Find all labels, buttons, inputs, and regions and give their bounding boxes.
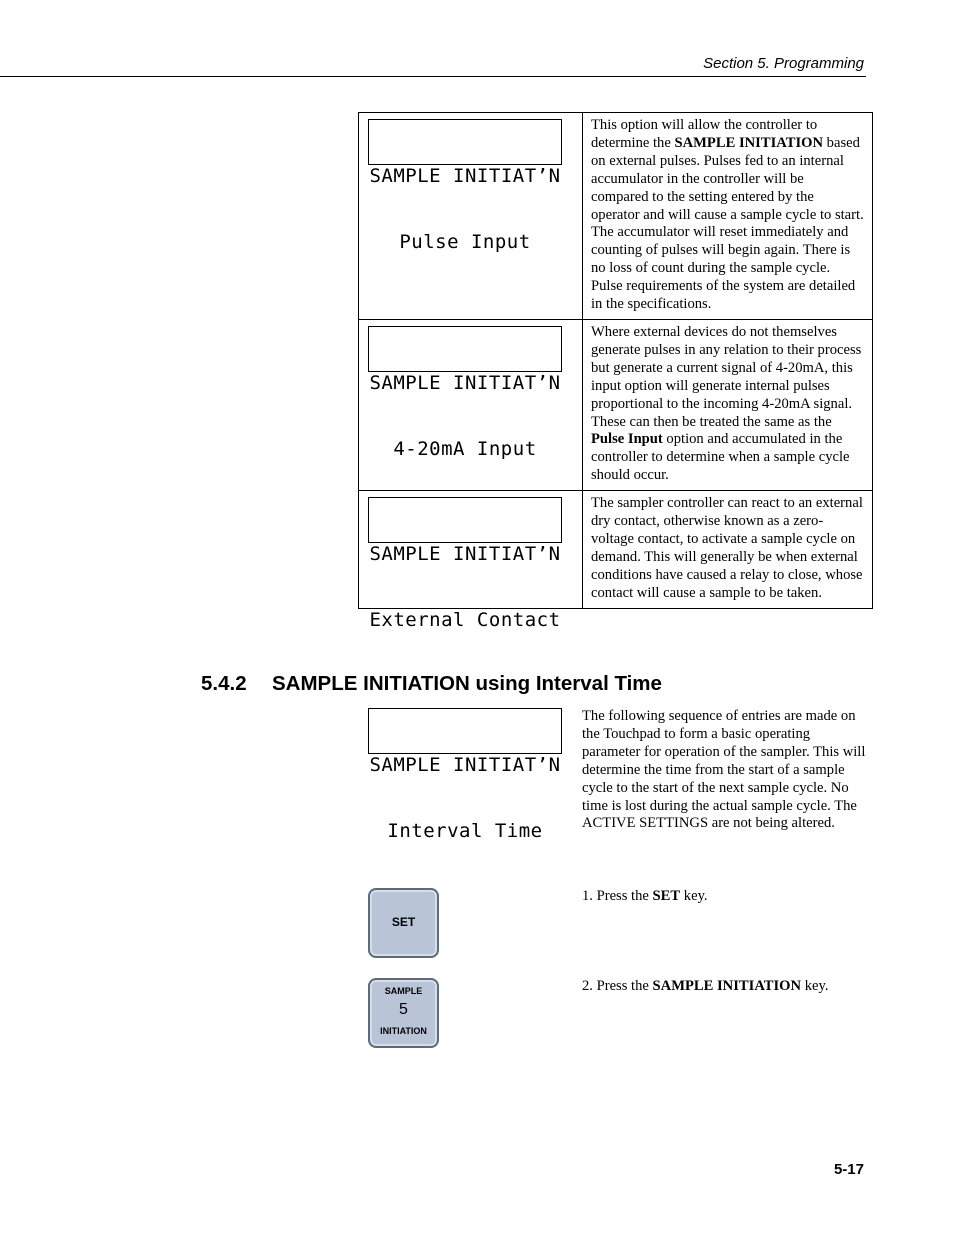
running-header: Section 5. Programming [703,55,864,72]
lcd-line-2: Interval Time [387,820,543,842]
set-key-button[interactable] [368,888,439,958]
lcd-line-1: SAMPLE INITIAT’N [369,165,561,187]
page-number: 5-17 [833,1161,864,1178]
lcd-display-interval-time [368,708,562,842]
lcd-line-1: SAMPLE INITIAT’N [369,754,561,776]
lcd-line-1: SAMPLE INITIAT’N [369,371,561,394]
option-description: Where external devices do not themselves generate pulses in any relation to their process but generate a current signal of 4-20mA, this input option will generate internal pulses proportional to the incoming 4-20mA signal. These can then be treated the same as the Pulse Input option and accumulated in the controller to determine when a sample cycle should occur. [583,319,873,490]
step-2: 2. Press the SAMPLE INITIATION key. [582,978,829,994]
section-title: SAMPLE INITIATION using Interval Time [272,672,662,695]
key-top-label: SAMPLE [384,986,423,996]
lcd-display-4-20ma-input [368,326,562,460]
lcd-line-2: 4-20mA Input [393,437,537,460]
emphasis: SAMPLE INITIATION [674,134,824,151]
section-number: 5.4.2 [201,672,247,695]
intro-paragraph: The following sequence of entries are made on the Touchpad to form a basic operating parameter for operation of the sampler. This will determine the time from the start of a sample cycle to the start of the next sample cycle. No time is lost during the actual sample cycle. The ACTIVE SETTINGS are not being altered. [582,708,866,832]
step-1: 1. Press the SET key. [582,888,708,904]
header-rule [0,76,866,77]
section-heading [201,672,662,696]
sample-initiation-key-button[interactable] [368,978,439,1048]
set-key-label: SET [391,915,416,929]
lcd-line-2: Pulse Input [399,231,531,253]
lcd-display-pulse-input [368,119,562,253]
key-name: SAMPLE INITIATION [652,978,802,994]
lcd-line-2: External Contact [369,609,561,632]
key-number: 5 [399,1001,408,1018]
options-table [358,112,873,632]
lcd-display-external-contact [368,497,562,632]
key-name: SET [652,888,681,904]
key-bottom-label: INITIATION [380,1026,427,1036]
table-row [359,113,873,320]
emphasis: Pulse Input [591,431,663,448]
table-row [359,319,873,490]
option-description: This option will allow the controller to determine the SAMPLE INITIATION based on external pulses. Pulses fed to an internal accumulator in the controller will be compared to the setting entered by the operator and will cause a sample cycle to start. The accumulator will reset immediately and counting of pulses will begin again. There is no loss of count during the sample cycle. Pulse requirements of the system are detailed in the specifications. [583,113,873,320]
table-row [359,491,873,608]
option-description: The sampler controller can react to an external dry contact, otherwise known as a zero-voltage contact, to activate a sample cycle on demand. This will generally be when external conditions have caused a relay to close, whose contact will cause a sample to be taken. [583,491,873,608]
lcd-line-1: SAMPLE INITIAT’N [369,543,561,566]
